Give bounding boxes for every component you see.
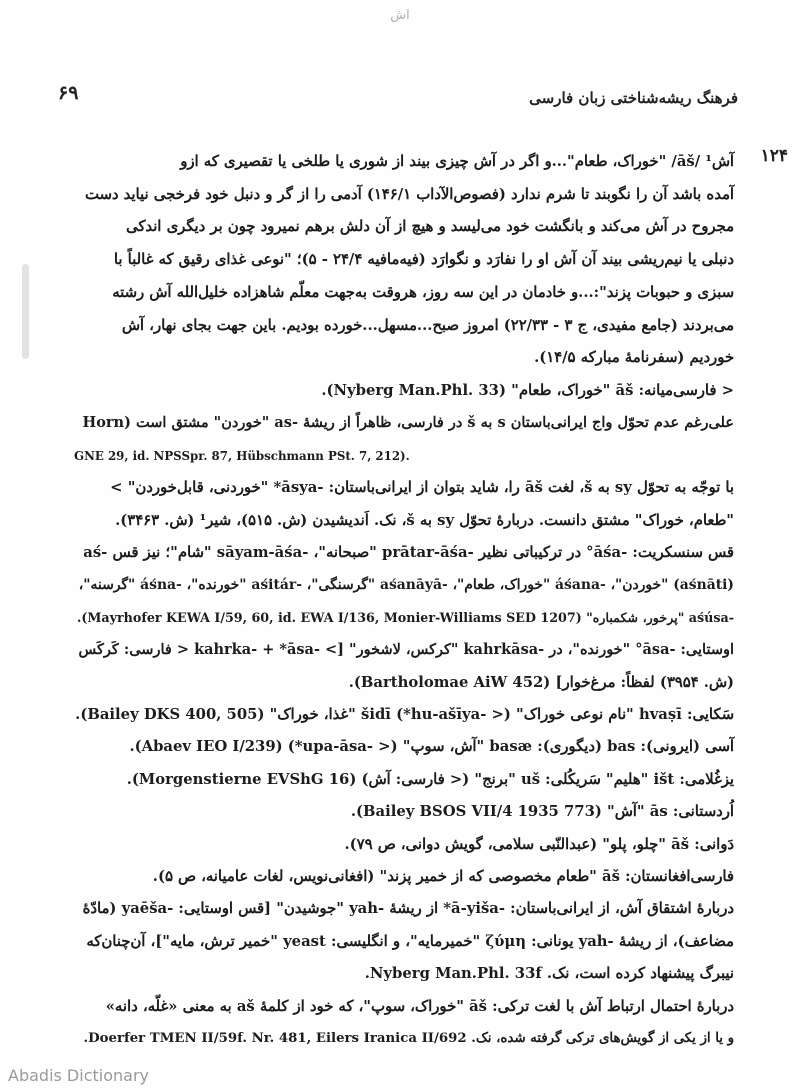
entry-line: آش¹ /āš/ "خوراک، طعام"...و اگر در آش چیزی بیند از شوری یا طلخی یا تقصیری که ازو bbox=[180, 153, 734, 170]
dictionary-entry bbox=[74, 146, 788, 1055]
etymology-line: دربارهٔ اشتقاق آش، از ایرانی‌باستان: -ā-yiša* از ریشهٔ -yah "جوشیدن" [قس اوستایی: -yaēša (مادّهٔ bbox=[82, 900, 734, 918]
etymology-line: مضاعف)، از ریشهٔ -yah یونانی: ζύμη "خمیرمایه"، و انگلیسی: yeast "خمیر ترش، مایه"]، آن‌چنان‌که bbox=[86, 932, 734, 950]
etymology-line: دَوانی: āš "چلو، پلو" (عبدالنّبی سلامی، گویش دوانی، ص ۷۹). bbox=[344, 835, 734, 853]
etymology-line: سَکایی: hvaṣī "نام نوعی خوراک" (< -hu-ašīya*) šidī "غذا، خوراک" (Bailey DKS 400, 505). bbox=[75, 705, 734, 723]
page-number: ۶۹ bbox=[58, 82, 79, 104]
entry-line: سبزی و حبوبات پزند":...و خادمان در این سه روز، هروقت به‌جهت معلّم شاهزاده خلیل‌الله آش رشته bbox=[112, 283, 734, 301]
etymology-line: (aśnāti) "خوردن"، -áśana "خوراک، طعام"، -aśanāyā "گرسنگی"، -aśitár "خورنده"، -áśna "گرسنه"، bbox=[78, 577, 734, 594]
entry-line: مجروح در آش می‌کند و بانگشت خود می‌لیسد و هیچ از آن دلش برهم نمیرود چون بر دیگری اندکی bbox=[126, 218, 734, 236]
etymology-line: < فارسی‌میانه: āš "خوراک، طعام" (Nyberg Man.Phl. 33). bbox=[321, 381, 734, 399]
etymology-line: (ش. ۳۹۵۴) لفظاً: مرغ‌خوار] (Bartholomae AiW 452). bbox=[348, 673, 734, 691]
entry-line: می‌بردند (جامع مفیدی، ج ۳ - ۲۲/۳۳) امروز صبح...مسهل...خورده بودیم. باین جهت بجای نهار، آش bbox=[121, 316, 734, 334]
entry-line: دنبلی یا نیم‌ریشی بیند آن آش او را نفارَد و نگوارَد (فیه‌مافیه ۲۴/۴ - ۵)؛ "نوعی غذای رقیق که غالباً با bbox=[113, 251, 734, 269]
etymology-line: دربارهٔ احتمال ارتباط آش با لغت ترکی: āš "خوراک، سوپ"، که خود از کلمهٔ aš به معنی «غلّه، دانه» bbox=[105, 997, 734, 1015]
entry-number: ۱۲۴ bbox=[760, 146, 788, 166]
entry-header bbox=[74, 146, 788, 179]
entry-line: خوردیم (سفرنامهٔ مبارکه ۱۴/۵). bbox=[534, 349, 734, 367]
etymology-line: نیبرگ پیشنهاد کرده است، نک. Nyberg Man.Phl. 33f. bbox=[364, 965, 734, 983]
scrollbar[interactable] bbox=[22, 264, 29, 359]
etymology-line: علی‌رغم عدم تحوّل واج ایرانی‌باستان s به š در فارسی، ظاهراً از ریشهٔ -as "خوردن" مشتق است (Horn bbox=[82, 414, 734, 432]
etymology-line: فارسی‌افغانستان: āš "طعام مخصوصی که از خمیر پزند" (افغانی‌نویس، لغات عامیانه، ص ۵). bbox=[152, 868, 734, 886]
etymology-line: و یا از یکی از گویش‌های ترکی گرفته شده، نک. Doerfer TMEN II/59f. Nr. 481, Eilers Iranica II/692. bbox=[83, 1031, 734, 1047]
etymology-line: با توجّه به تحوّل sy به š، لغت āš را، شاید بتوان از ایرانی‌باستان: -āsya* "خوردنی، قابل‌خوردن" > bbox=[110, 479, 734, 497]
etymology-line: قس سنسکریت: -āśa° در ترکیباتی نظیر -prātar-āśa "صبحانه"، -sāyam-āśa "شام"؛ نیز قس -aś bbox=[83, 543, 734, 561]
etymology-line: آسی (ایرونی): bas (دیگوری): basæ "آش، سوپ" (< -upa-āsa*) (Abaev IEO I/239). bbox=[129, 738, 734, 756]
etymology-line: اُردستانی: ās "آش" (Bailey BSOS VII/4 1935 773). bbox=[350, 803, 734, 821]
etymology-line: "طعام، خوراک" مشتق دانست. دربارهٔ تحوّل sy به š، نک. اَندیشیدن (ش. ۵۱۵)، شیر¹ (ش. ۳۴۶۳). bbox=[115, 511, 734, 529]
running-head: فرهنگ ریشه‌شناختی زبان فارسی bbox=[529, 89, 738, 107]
etymology-line: یزغُلامی: išt "هلیم" سَریکُلی: uš "برنج" (< فارسی: آش) (Morgenstierne EVShG 16). bbox=[126, 770, 734, 788]
etymology-line: اوستایی: -āsa° "خورنده"، در -kahrkāsa "کرکس، لاشخور" [> -kahrka- + *āsa < فارسی: کَرکَس bbox=[78, 641, 734, 659]
entry-line: آمده باشد آن را نگوبند تا شرم ندارد (فصوص‌الآداب ۱۴۶/۱) آدمی را از گر و دنبل خود فرخجی نیاید دست bbox=[84, 185, 734, 203]
document-title: اش bbox=[390, 8, 410, 23]
watermark: Abadis Dictionary bbox=[8, 1066, 149, 1085]
reference-line: GNE 29, id. NPSSpr. 87, Hübschmann PSt. 7, 212). bbox=[74, 448, 410, 463]
etymology-line: -aśúsa "پرخور، شکمباره" (Mayrhofer KEWA I/59, 60, id. EWA I/136, Monier-Williams SED 1207). bbox=[76, 609, 734, 625]
